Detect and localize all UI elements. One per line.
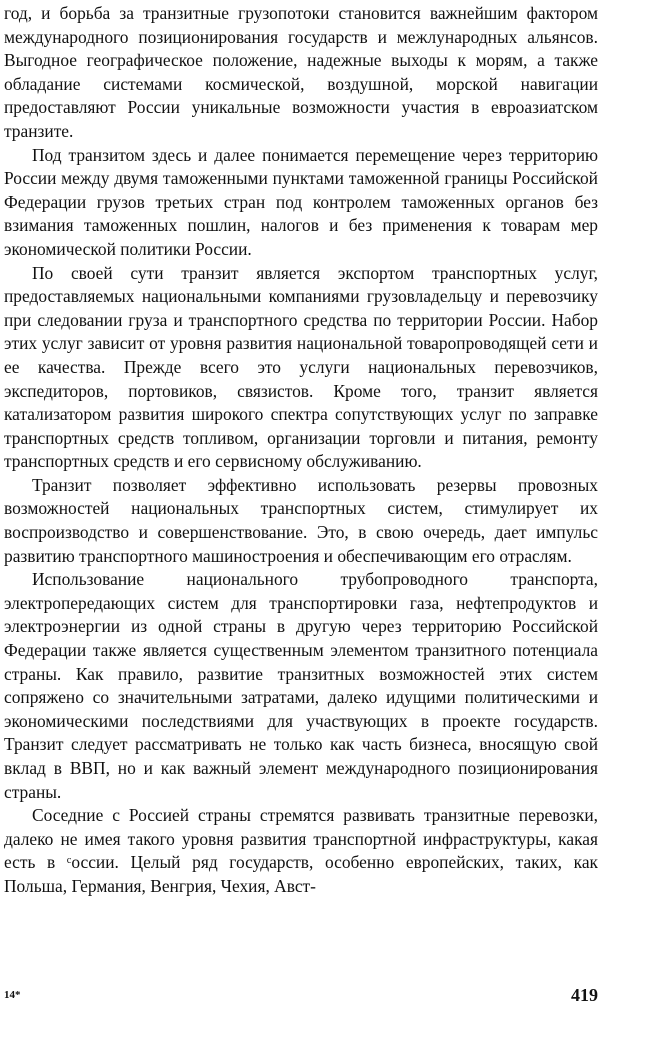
signature-mark: 14* bbox=[4, 989, 21, 1001]
paragraph-3: По своей сути транзит является экспортом транспортных услуг, предоставляемых национальными компаниями грузовладельцу и перевозчику при следовании груза и транспортного средства по территории России. Набор этих услуг зависит от уровня развития национальной товаропроводящей сети и ее качества. Прежде всего это услуги национальных перевозчиков, экспедиторов, портовиков, связистов. Кроме того, транзит является катализатором развития широкого спектра сопутствующих услуг по заправке транспортных средств топливом, организации торговли и питания, ремонту транспортных средств и его сервисному обслуживанию. bbox=[4, 262, 598, 472]
paragraph-2: Под транзитом здесь и далее понимается перемещение через территорию России между двумя таможенными пунктами таможенной границы Российской Федерации грузов третьих стран под контролем таможенных органов без взимания таможенных пошлин, налогов и без применения к товарам мер экономической политики России. bbox=[4, 144, 598, 259]
paragraph-4: Транзит позволяет эффективно использовать резервы провозных возможностей национальных транспортных систем, стимулирует их воспроизводство и совершенствование. Это, в свою очередь, дает импульс развитию транспортного машиностроения и обеспечивающим его отраслям. bbox=[4, 474, 598, 566]
paragraph-5: Использование национального трубопроводного транспорта, электропередающих систем для транспортировки газа, нефтепродуктов и электроэнергии из одной страны в другую через территорию Российской Федерации также является существенным элементом транзитного потенциала страны. Как правило, развитие транзитных возможностей этих систем сопряжено со значительными затратами, далеко идущими политическими и экономическими последствиями для участвующих в проекте государств. Транзит следует рассматривать не только как часть бизнеса, вносящую свой вклад в ВВП, но и как важный элемент международного позиционирования страны. bbox=[4, 569, 598, 802]
page-body bbox=[4, 2, 598, 899]
paragraph-1: год, и борьба за транзитные грузопотоки становится важнейшим фактором международного позиционирования государств и межлународных альянсов. Выгодное географическое положение, надежные выходы к морям, а также обладание системами космической, воздушной, морской навигации предоставляют России уникальные возможности участия в евроазиатском транзите. bbox=[4, 3, 598, 141]
paragraph-6: Соседние с Россией страны стремятся развивать транзитные перевозки, далеко не имея такого уровня развития транспортной инфраструктуры, какая есть в ᶜоссии. Целый ряд государств, особенно европейских, таких, как Польша, Германия, Венгрия, Чехия, Авст- bbox=[4, 805, 598, 896]
page-footer bbox=[4, 985, 598, 1009]
page-number: 419 bbox=[571, 985, 598, 1005]
